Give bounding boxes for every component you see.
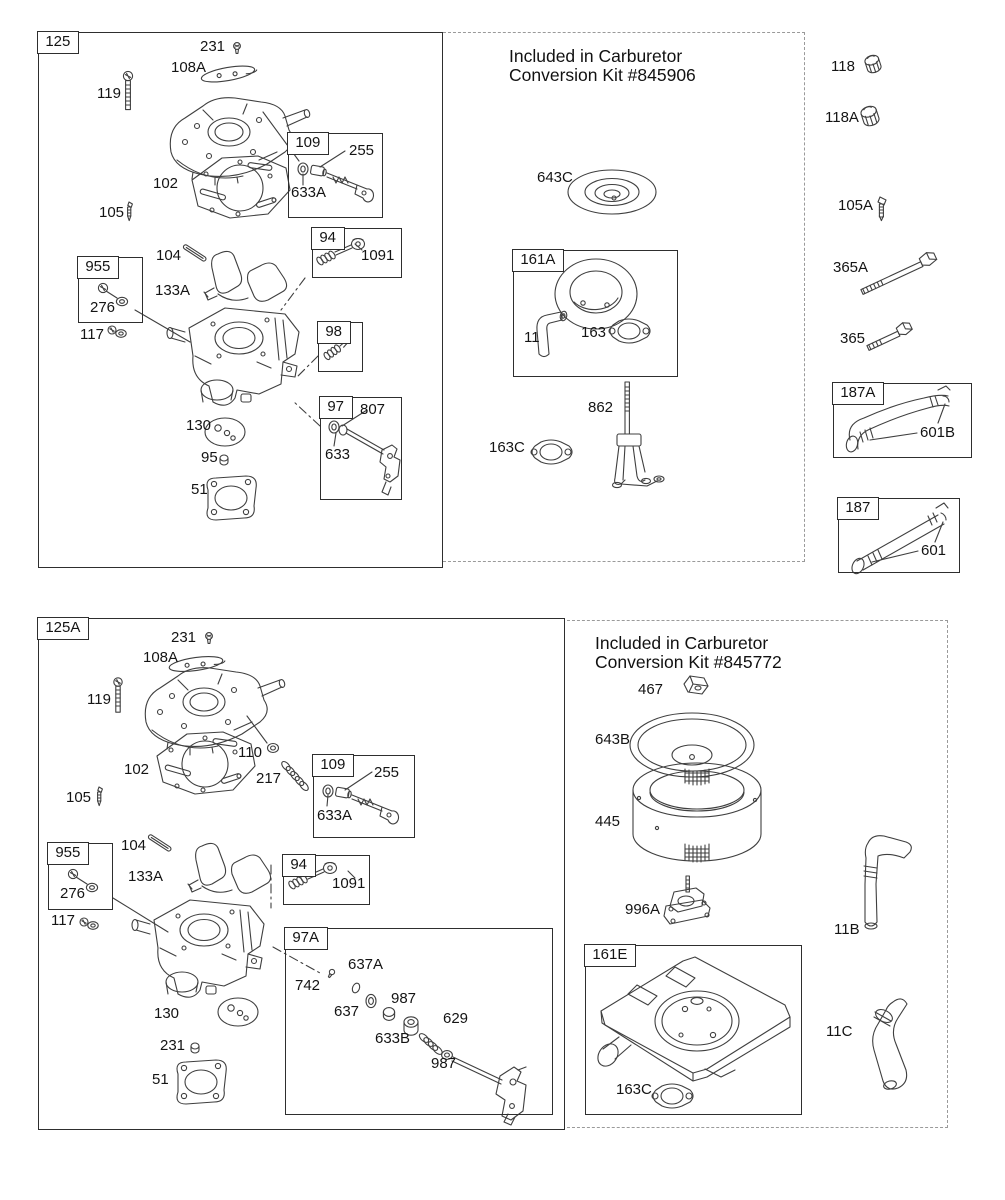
part-365A-bolt (858, 250, 937, 296)
group-box-label-97: 97 (319, 396, 353, 419)
part-105A-screw (878, 197, 886, 221)
part-label-217: 217 (256, 770, 282, 787)
part-label-637: 637 (334, 1003, 360, 1020)
group-box-label-97A: 97A (284, 927, 328, 950)
group-box-187A (833, 383, 972, 458)
group-box-97A (285, 928, 553, 1115)
part-label-118: 118 (831, 58, 855, 75)
kit-845772-title-line1: Included in Carburetor (595, 633, 769, 653)
part-label-108A: 108A (171, 59, 207, 76)
part-label-365: 365 (840, 330, 866, 347)
part-label-231: 231 (160, 1037, 186, 1054)
part-label-163C: 163C (616, 1081, 652, 1098)
part-label-130: 130 (186, 417, 212, 434)
part-label-467: 467 (638, 681, 664, 698)
group-box-label-955: 955 (77, 256, 119, 279)
part-label-807: 807 (360, 401, 386, 418)
part-label-633: 633 (325, 446, 351, 463)
group-box-label-161A: 161A (512, 249, 564, 272)
part-label-11C: 11C (826, 1023, 853, 1040)
group-box-label-955: 955 (47, 842, 89, 865)
group-box-label-109: 109 (287, 132, 329, 155)
part-label-119: 119 (97, 85, 121, 102)
group-box-187 (838, 498, 960, 573)
part-label-108A: 108A (143, 649, 179, 666)
part-label-633A: 633A (317, 807, 353, 824)
group-box-109 (313, 755, 415, 838)
kit-845906-title (509, 47, 696, 85)
part-label-231: 231 (171, 629, 197, 646)
part-label-862: 862 (588, 399, 614, 416)
kit-845906-title-line2: Conversion Kit #845906 (509, 65, 696, 85)
part-118A-cap (860, 104, 881, 127)
part-label-445: 445 (595, 813, 621, 830)
group-box-label-125A: 125A (37, 617, 89, 640)
part-label-130: 130 (154, 1005, 180, 1022)
part-label-276: 276 (90, 299, 116, 316)
group-box-label-94: 94 (282, 854, 316, 877)
part-label-95: 95 (201, 449, 218, 466)
part-label-163C: 163C (489, 439, 525, 456)
group-box-label-161E: 161E (584, 944, 636, 967)
part-label-987: 987 (391, 990, 417, 1007)
part-label-231: 231 (200, 38, 226, 55)
part-label-1091: 1091 (361, 247, 395, 264)
part-label-11: 11 (524, 329, 540, 346)
part-label-11B: 11B (834, 921, 860, 938)
part-label-637A: 637A (348, 956, 384, 973)
kit-845772-title-line2: Conversion Kit #845772 (595, 652, 782, 672)
kit-845906-title-line1: Included in Carburetor (509, 46, 683, 66)
part-label-51: 51 (152, 1071, 169, 1088)
group-box-label-187: 187 (837, 497, 879, 520)
part-label-742: 742 (295, 977, 321, 994)
part-label-133A: 133A (128, 868, 164, 885)
group-box-label-98: 98 (317, 321, 351, 344)
part-label-1091: 1091 (332, 875, 366, 892)
part-label-105: 105 (99, 204, 125, 221)
part-label-117: 117 (51, 912, 75, 929)
part-label-633B: 633B (375, 1030, 411, 1047)
part-label-601: 601 (921, 542, 947, 559)
group-box-label-187A: 187A (832, 382, 884, 405)
part-label-118A: 118A (825, 109, 859, 126)
part-label-105A: 105A (838, 197, 874, 214)
part-365-bolt (865, 320, 914, 351)
part-label-133A: 133A (155, 282, 191, 299)
part-label-104: 104 (121, 837, 147, 854)
part-label-117: 117 (80, 326, 104, 343)
part-label-633A: 633A (291, 184, 327, 201)
part-label-276: 276 (60, 885, 86, 902)
part-label-102: 102 (124, 761, 150, 778)
kit-845772-title (595, 634, 782, 672)
part-label-102: 102 (153, 175, 179, 192)
group-box-161A (513, 250, 678, 377)
group-box-label-109: 109 (312, 754, 354, 777)
part-label-110: 110 (238, 744, 262, 761)
group-box-label-125: 125 (37, 31, 79, 54)
part-118-cap (864, 54, 883, 75)
part-label-163: 163 (581, 324, 607, 341)
part-label-105: 105 (66, 789, 92, 806)
part-label-643C: 643C (537, 169, 573, 186)
part-label-119: 119 (87, 691, 111, 708)
part-label-365A: 365A (833, 259, 869, 276)
group-box-98 (318, 322, 363, 372)
part-label-987: 987 (431, 1055, 457, 1072)
part-label-51: 51 (191, 481, 208, 498)
part-label-629: 629 (443, 1010, 469, 1027)
part-label-104: 104 (156, 247, 182, 264)
part-label-996A: 996A (625, 901, 661, 918)
part-label-643B: 643B (595, 731, 631, 748)
part-label-601B: 601B (920, 424, 956, 441)
group-box-label-94: 94 (311, 227, 345, 250)
part-label-255: 255 (374, 764, 400, 781)
part-label-255: 255 (349, 142, 375, 159)
